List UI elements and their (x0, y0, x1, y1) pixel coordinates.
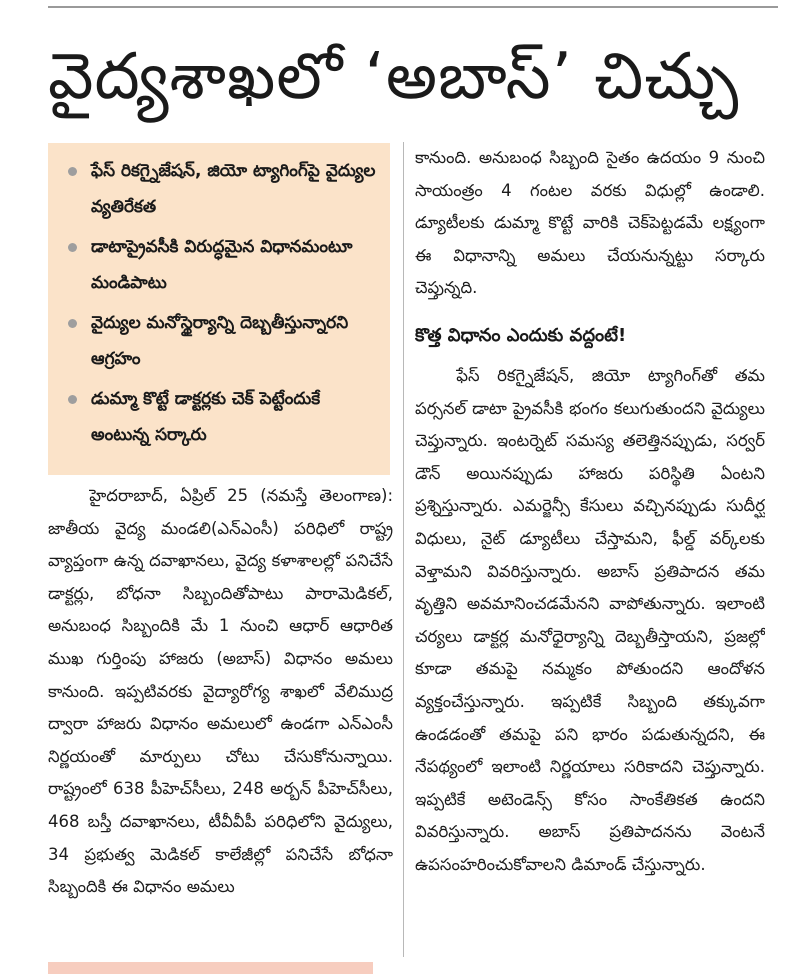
highlight-item (68, 153, 380, 225)
article-body-left: హైదరాబాద్, ఏప్రిల్ 25 (నమస్తే తెలంగాణ): జాతీయ వైద్య మండలి(ఎన్ఎంసీ) పరిధిలో రాష్ట్ర వ్యాప్తంగా ఉన్న దవాఖానలు, వైద్య కళాశాలల్లో పనిచేసే డాక్టర్లు, బోధనా సిబ్బందితోపాటు పారామెడికల్, అనుబంధ సిబ్బందికి మే 1 నుంచి ఆధార్ ఆధారిత ముఖ గుర్తింపు హాజరు (అబాస్) విధానం అమలు కానుంది. ఇప్పటివరకు వైద్యారోగ్య శాఖలో వేలిముద్ర ద్వారా హాజరు విధానం అమలులో ఉండగా ఎన్ఎంసీ నిర్ణయంతో మార్పులు చోటు చేసుకోనున్నాయి. రాష్ట్రంలో 638 పీహెచ్‌సీలు, 248 అర్బన్ పీహెచ్‌సీలు, 468 బస్తీ దవాఖానలు, టీవీవీపీ పరిధిలోని వైద్యులు, 34 ప్రభుత్వ మెడికల్ కాలేజీల్లో పనిచేసే బోధనా సిబ్బందికి ఈ విధానం అమలు (48, 486, 393, 897)
subheading: కొత్త విధానం ఎందుకు వద్దంటే! (415, 325, 627, 346)
highlights-box (48, 143, 390, 475)
top-rule (48, 6, 778, 8)
article-body-right-top: కానుంది. అనుబంధ సిబ్బంది సైతం ఉదయం 9 నుంచి సాయంత్రం 4 గంటల వరకు విధుల్లో ఉండాలి. డ్యూటీలకు డుమ్మా కొట్టే వారికి చెక్‌పెట్టడమే లక్ష్యంగా ఈ విధానాన్ని అమలు చేయనున్నట్టు సర్కారు చెప్తున్నది. (415, 148, 765, 298)
highlight-text: డుమ్మా కొట్టే డాక్టర్లకు చెక్ పెట్టేందుకే అంటున్న సర్కారు (91, 389, 321, 445)
highlight-text: డాటాప్రైవసీకి విరుద్ధమైన విధానమంటూ మండిపాటు (91, 237, 353, 293)
headline: వైద్యశాఖలో ‘అబాస్’ చిచ్చు (48, 40, 740, 114)
next-article-strip (48, 962, 373, 974)
column-divider (403, 142, 404, 957)
bullet-icon (68, 319, 77, 328)
highlight-text: వైద్యుల మనోస్థైర్యాన్ని దెబ్బతీస్తున్నారని ఆగ్రహం (91, 313, 349, 369)
bullet-icon (68, 243, 77, 252)
highlight-item (68, 229, 380, 301)
article-body-right-bottom: ఫేస్ రికగ్నైజేషన్, జియో ట్యాగింగ్‌తో తమ పర్సనల్ డాటా ప్రైవసీకి భంగం కలుగుతుందని వైద్యులు చెప్తున్నారు. ఇంటర్నెట్ సమస్య తలెత్తినప్పుడు, సర్వర్ డౌన్ అయినప్పుడు హాజరు పరిస్థితి ఏంటని ప్రశ్నిస్తున్నారు. ఎమర్జెన్సీ కేసులు వచ్చినప్పుడు సుదీర్ఘ విధులు, నైట్ డ్యూటీలు చేస్తామని, ఫీల్డ్ వర్క్‌లకు వెళ్తామని వివరిస్తున్నారు. అబాస్ ప్రతిపాదన తమ వృత్తిని అవమానించడమేనని వాపోతున్నారు. ఇలాంటి చర్యలు డాక్టర్ల మనోధైర్యాన్ని దెబ్బతీస్తాయని, ప్రజల్లో కూడా తమపై నమ్మకం పోతుందని ఆందోళన వ్యక్తంచేస్తున్నారు. ఇప్పటికే సిబ్బంది తక్కువగా ఉండడంతో తమపై పని భారం పడుతున్నదని, ఈ నేపథ్యంలో ఇలాంటి నిర్ణయాలు సరికాదని చెప్తున్నారు. ఇప్పటికే అటెండెన్స్ కోసం సాంకేతికత ఉందని వివరిస్తున్నారు. అబాస్ ప్రతిపాదనను వెంటనే ఉపసంహరించుకోవాలని డిమాండ్ చేస్తున్నారు. (415, 366, 765, 874)
bullet-icon (68, 395, 77, 404)
highlight-item (68, 305, 380, 377)
bullet-icon (68, 167, 77, 176)
highlight-item (68, 381, 380, 453)
highlight-text: ఫేస్ రికగ్నైజేషన్, జియో ట్యాగింగ్‌పై వైద్యుల వ్యతిరేకత (91, 161, 376, 217)
